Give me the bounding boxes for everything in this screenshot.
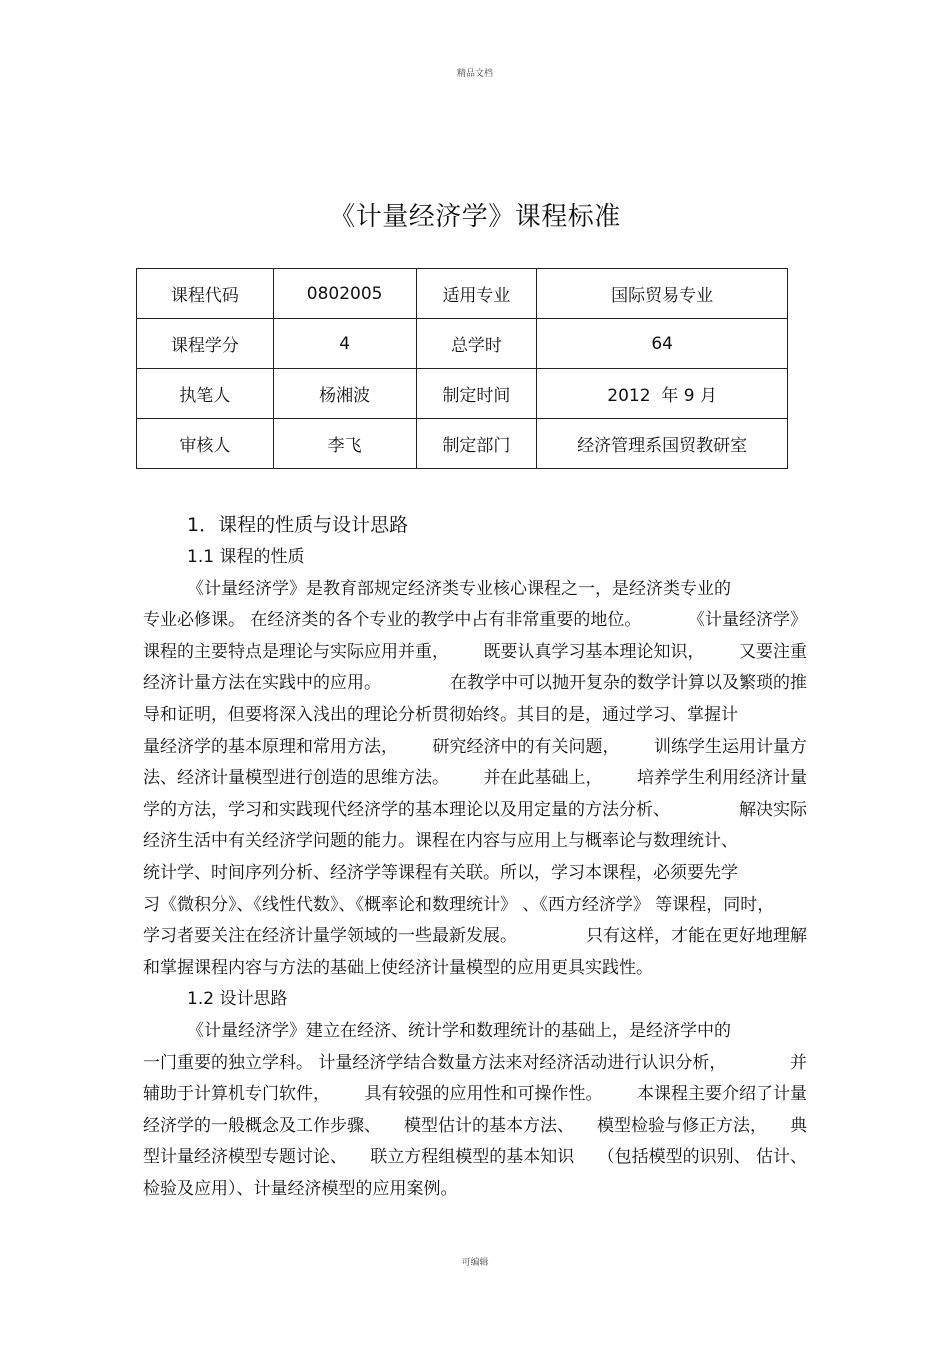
text-line <box>143 763 807 795</box>
text-line <box>143 1142 807 1174</box>
text-line: 检验及应用）、计量经济模型的应用案例。 <box>143 1178 458 1199</box>
table-cell: 执笔人 <box>137 369 274 419</box>
table-cell: 0802005 <box>273 269 416 319</box>
text-line: 导和证明，但要将深入浅出的理论分析贯彻始终。其目的是，通过学习、掌握计 <box>143 704 738 725</box>
table-cell: 制定部门 <box>416 419 537 469</box>
text-segment: （包括模型的识别、 估计、 <box>597 1147 807 1168</box>
text-segment: 学习者要关注在经济计量学领域的一些最新发展。 <box>143 926 517 947</box>
text-segment: 学的方法，学习和实践现代经济学的基本理论以及用定量的方法分析、 <box>143 799 670 820</box>
text-line: 统计学、时间序列分析、经济学等课程有关联。所以，学习本课程，必须要先学 <box>143 862 738 883</box>
table-cell: 制定时间 <box>416 369 537 419</box>
course-info-table <box>136 268 788 469</box>
text-line <box>143 605 807 637</box>
text-segment: 解决实际 <box>739 799 807 820</box>
text-line: 经济生活中有关经济学问题的能力。课程在内容与应用上与概率论与数理统计、 <box>143 831 738 852</box>
text-line <box>143 668 807 700</box>
text-segment: 研究经济中的有关问题， <box>432 736 620 757</box>
text-line <box>143 732 807 764</box>
table-cell: 李飞 <box>273 419 416 469</box>
section-heading: 1．课程的性质与设计思路 <box>187 514 409 536</box>
text-line <box>143 637 807 669</box>
text-line <box>143 1111 807 1143</box>
text-line <box>143 795 807 827</box>
table-row <box>137 369 788 419</box>
document-title: 《计量经济学》课程标准 <box>329 202 621 232</box>
table-row <box>137 419 788 469</box>
text-segment: 典 <box>790 1115 807 1136</box>
text-segment: 模型检验与修正方法， <box>597 1115 767 1136</box>
text-line: 和掌握课程内容与方法的基础上使经济计量模型的应用更具实践性。 <box>143 957 653 978</box>
table-cell: 杨湘波 <box>273 369 416 419</box>
text-line: 《计量经济学》是教育部规定经济类专业核心课程之一，是经济类专业的 <box>187 578 731 599</box>
text-segment: 型计量经济模型专题讨论、 <box>143 1147 347 1168</box>
text-segment: 培养学生利用经济计量 <box>637 768 807 789</box>
text-segment: 课程的主要特点是理论与实际应用并重， <box>143 641 449 662</box>
text-line <box>143 1079 807 1111</box>
text-segment: 一门重要的独立学科。 计量经济学结合数量方法来对经济活动进行认识分析， <box>143 1052 727 1073</box>
text-segment: 训练学生运用计量方 <box>654 736 807 757</box>
table-cell: 4 <box>273 319 416 369</box>
table-cell: 经济管理系国贸教研室 <box>537 419 788 469</box>
subsection-heading: 1.2 设计思路 <box>187 989 288 1010</box>
table-cell: 适用专业 <box>416 269 537 319</box>
text-segment: 模型估计的基本方法、 <box>404 1115 574 1136</box>
text-segment: 既要认真学习基本理论知识， <box>483 641 705 662</box>
text-segment: 经济计量方法在实践中的应用。 <box>143 673 381 694</box>
text-line: 《计量经济学》建立在经济、统计学和数理统计的基础上，是经济学中的 <box>187 1020 731 1041</box>
text-line <box>143 921 807 953</box>
text-segment: 又要注重 <box>739 641 807 662</box>
table-cell: 国际贸易专业 <box>537 269 788 319</box>
table-row <box>137 269 788 319</box>
text-line: 习《微积分》、《线性代数》、《概率论和数理统计》 、《西方经济学》 等课程，同时， <box>143 894 775 915</box>
paragraph-course-nature <box>143 574 807 985</box>
table-cell: 审核人 <box>137 419 274 469</box>
text-line <box>143 1048 807 1080</box>
text-segment: 本课程主要介绍了计量 <box>637 1084 807 1105</box>
text-segment: 专业必修课。 在经济类的各个专业的教学中占有非常重要的地位。 <box>143 610 642 631</box>
table-cell: 课程代码 <box>137 269 274 319</box>
text-segment: 经济学的一般概念及工作步骤、 <box>143 1115 381 1136</box>
text-segment: 只有这样，才能在更好地理解 <box>586 926 807 947</box>
text-segment: 并 <box>790 1052 807 1073</box>
text-segment: 联立方程组模型的基本知识 <box>370 1147 575 1168</box>
table-row <box>137 319 788 369</box>
text-segment: 《计量经济学》 <box>688 610 807 631</box>
text-segment: 法、经济计量模型进行创造的思维方法。 <box>143 768 449 789</box>
paragraph-design-approach <box>143 1016 807 1206</box>
text-segment: 量经济学的基本原理和常用方法， <box>143 736 398 757</box>
document-body <box>143 508 807 1205</box>
footer-watermark: 可编辑 <box>461 1258 489 1268</box>
subsection-heading: 1.1 课程的性质 <box>187 547 305 567</box>
text-segment: 辅助于计算机专门软件， <box>143 1084 330 1105</box>
table-cell: 总学时 <box>416 319 537 369</box>
table-cell: 2012 年 9 月 <box>537 369 788 419</box>
table-cell: 课程学分 <box>137 319 274 369</box>
text-segment: 并在此基础上， <box>483 768 603 789</box>
text-segment: 具有较强的应用性和可操作性。 <box>364 1084 603 1105</box>
header-watermark: 精品文档 <box>456 69 493 79</box>
table-cell: 64 <box>537 319 788 369</box>
text-segment: 在教学中可以抛开复杂的数学计算以及繁琐的推 <box>450 673 807 694</box>
